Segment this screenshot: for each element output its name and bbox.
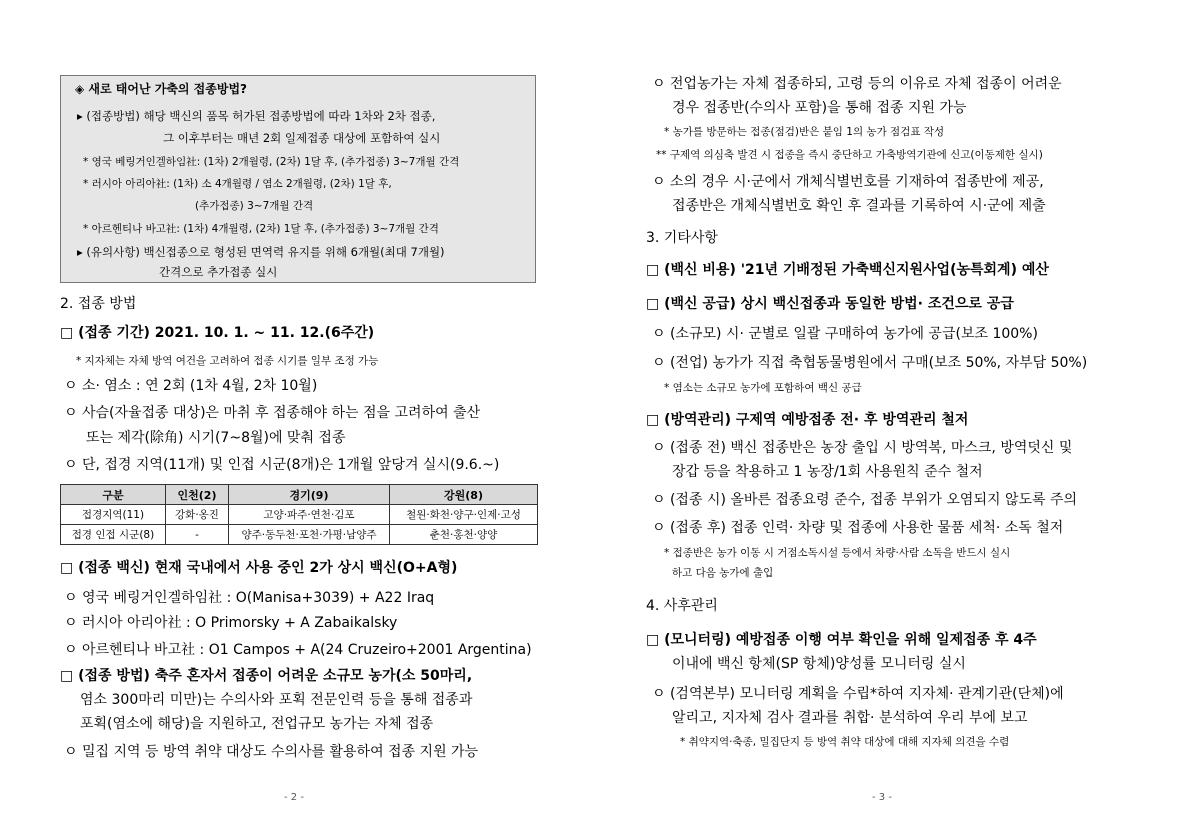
body-line: 접종반은 개체식별번호 확인 후 결과를 기록하여 시·군에 제출 bbox=[672, 198, 1046, 214]
box-line: * 아르헨티나 바고社: (1차) 4개월령, (2차) 1달 후, (추가접종) 3~7개월 간격 bbox=[83, 223, 439, 235]
table-cell: 춘천·홍천·양양 bbox=[390, 525, 538, 545]
box-title: ◈ 새로 태어난 가축의 접종방법? bbox=[75, 82, 248, 96]
body-line: 포획(염소에 해당)을 지원하고, 전업규모 농가는 자체 접종 bbox=[80, 716, 434, 732]
body-line: 장갑 등을 착용하고 1 농장/1회 사용원칙 준수 철저 bbox=[672, 464, 983, 480]
table-cell: 강화·옹진 bbox=[166, 505, 229, 525]
body-line: ㅇ 전업농가는 자체 접종하되, 고령 등의 이유로 자체 접종이 어려운 bbox=[652, 76, 1062, 92]
note: * 지자체는 자체 방역 여건을 고려하여 접종 시기를 일부 조정 가능 bbox=[76, 355, 379, 367]
body-line: ㅇ 단, 접경 지역(11개) 및 인접 시군(8개)은 1개월 앞당겨 실시(9.6.~) bbox=[64, 457, 500, 473]
page-number: - 2 - bbox=[284, 792, 304, 803]
body-line: ㅇ (소규모) 시· 군별로 일괄 구매하여 농가에 공급(보조 100%) bbox=[652, 326, 1038, 342]
table-header: 경기(9) bbox=[229, 485, 390, 505]
box-line: (추가접종) 3~7개월 간격 bbox=[195, 200, 314, 212]
table-cell: 접경지역(11) bbox=[61, 505, 166, 525]
body-line: ㅇ 밀집 지역 등 방역 취약 대상도 수의사를 활용하여 접종 지원 가능 bbox=[64, 744, 479, 760]
note: * 취약지역·축종, 밀집단지 등 방역 취약 대상에 대해 지자체 의견을 수렴 bbox=[680, 736, 1010, 748]
table-header: 인천(2) bbox=[166, 485, 229, 505]
table-header: 구분 bbox=[61, 485, 166, 505]
box-line: ▸ (접종방법) 해당 백신의 품목 허가된 접종방법에 따라 1차와 2차 접종, bbox=[77, 109, 436, 123]
mgmt-heading: □ (방역관리) 구제역 예방접종 전· 후 방역관리 철저 bbox=[646, 412, 969, 428]
body-line: ㅇ (검역본부) 모니터링 계획을 수립*하여 지자체· 관계기관(단체)에 bbox=[652, 686, 1064, 702]
section-heading: 4. 사후관리 bbox=[646, 598, 718, 614]
table-cell: 양주·동두천·포천·가평·남양주 bbox=[229, 525, 390, 545]
body-line: ㅇ (접종 후) 접종 인력· 차량 및 접종에 사용한 물품 세척· 소독 철저 bbox=[652, 520, 1064, 536]
table-cell: 접경 인접 시군(8) bbox=[61, 525, 166, 545]
table-cell: - bbox=[166, 525, 229, 545]
box-line: ▸ (유의사항) 백신접종으로 형성된 면역력 유지를 위해 6개월(최대 7개월) bbox=[77, 245, 445, 259]
supply-heading: □ (백신 공급) 상시 백신접종과 동일한 방법· 조건으로 공급 bbox=[646, 296, 1014, 312]
note: * 접종반은 농가 이동 시 거점소독시설 등에서 차량·사람 소독을 반드시 실시 bbox=[664, 547, 1011, 559]
table-header: 강원(8) bbox=[390, 485, 538, 505]
cost-heading: □ (백신 비용) '21년 기배정된 가축백신지원사업(농특회계) 예산 bbox=[646, 262, 1049, 278]
note: ** 구제역 의심축 발견 시 접종을 즉시 중단하고 가축방역기관에 신고(이동제한 실시) bbox=[656, 149, 1043, 161]
body-line: ㅇ 영국 베링거인겔하임社 : O(Manisa+3039) + A22 Iraq bbox=[64, 590, 435, 606]
body-line: 염소 300마리 미만)는 수의사와 포획 전문인력 등을 통해 접종과 bbox=[80, 692, 473, 708]
table-row bbox=[61, 525, 538, 545]
note: 하고 다음 농가에 출입 bbox=[672, 567, 774, 579]
body-line: 경우 접종반(수의사 포함)을 통해 접종 지원 가능 bbox=[672, 100, 967, 116]
monitoring-heading: □ (모니터링) 예방접종 이행 여부 확인을 위해 일제접종 후 4주 bbox=[646, 632, 1037, 648]
body-line: ㅇ (접종 전) 백신 접종반은 농장 출입 시 방역복, 마스크, 방역덧신 및 bbox=[652, 440, 1073, 456]
note: * 농가를 방문하는 접종(점검)반은 붙임 1의 농가 점검표 작성 bbox=[664, 126, 945, 138]
method-heading: □ (접종 방법) 축주 혼자서 접종이 어려운 소규모 농가(소 50마리, bbox=[60, 668, 473, 684]
box-line: * 러시아 아리아社: (1차) 소 4개월령 / 염소 2개월령, (2차) 1달 후, bbox=[83, 178, 392, 190]
info-box bbox=[60, 75, 536, 283]
period-heading: □ (접종 기간) 2021. 10. 1. ~ 11. 12.(6주간) bbox=[60, 325, 375, 341]
box-line: 간격으로 추가접종 실시 bbox=[159, 265, 278, 279]
body-line: ㅇ 아르헨티나 바고社 : O1 Campos + A(24 Cruzeiro+2001 Argentina) bbox=[64, 642, 532, 658]
body-line: 또는 제각(除角) 시기(7~8월)에 맞춰 접종 bbox=[86, 430, 346, 446]
table-cell: 고양·파주·연천·김포 bbox=[229, 505, 390, 525]
body-line: ㅇ (전업) 농가가 직접 축협동물병원에서 구매(보조 50%, 자부담 50%) bbox=[652, 355, 1088, 371]
body-line: 알리고, 지자체 검사 결과를 취합· 분석하여 우리 부에 보고 bbox=[672, 710, 1028, 726]
body-line: ㅇ 사슴(자율접종 대상)은 마취 후 접종해야 하는 점을 고려하여 출산 bbox=[64, 405, 481, 421]
table-cell: 철원·화천·양구·인제·고성 bbox=[390, 505, 538, 525]
table-row bbox=[61, 505, 538, 525]
page-number: - 3 - bbox=[872, 792, 892, 803]
box-line: * 영국 베링거인겔하임社: (1차) 2개월령, (2차) 1달 후, (추가접종) 3~7개월 간격 bbox=[83, 156, 460, 168]
table-header-row bbox=[61, 485, 538, 505]
section-heading: 2. 접종 방법 bbox=[60, 296, 137, 312]
body-line: ㅇ 소의 경우 시·군에서 개체식별번호를 기재하여 접종반에 제공, bbox=[652, 174, 1044, 190]
body-line: ㅇ (접종 시) 올바른 접종요령 준수, 접종 부위가 오염되지 않도록 주의 bbox=[652, 492, 1078, 508]
vaccine-heading: □ (접종 백신) 현재 국내에서 사용 중인 2가 상시 백신(O+A형) bbox=[60, 560, 458, 576]
note: * 염소는 소규모 농가에 포함하여 백신 공급 bbox=[664, 382, 862, 394]
box-line: 그 이후부터는 매년 2회 일제접종 대상에 포함하여 실시 bbox=[163, 131, 441, 145]
section-heading: 3. 기타사항 bbox=[646, 230, 718, 246]
body-line: ㅇ 소· 염소 : 연 2회 (1차 4월, 2차 10월) bbox=[64, 378, 318, 394]
body-line: 이내에 백신 항체(SP 항체)양성률 모니터링 실시 bbox=[672, 656, 966, 672]
body-line: ㅇ 러시아 아리아社 : O Primorsky + A Zabaikalsky bbox=[64, 615, 398, 631]
border-area-table bbox=[60, 484, 538, 545]
